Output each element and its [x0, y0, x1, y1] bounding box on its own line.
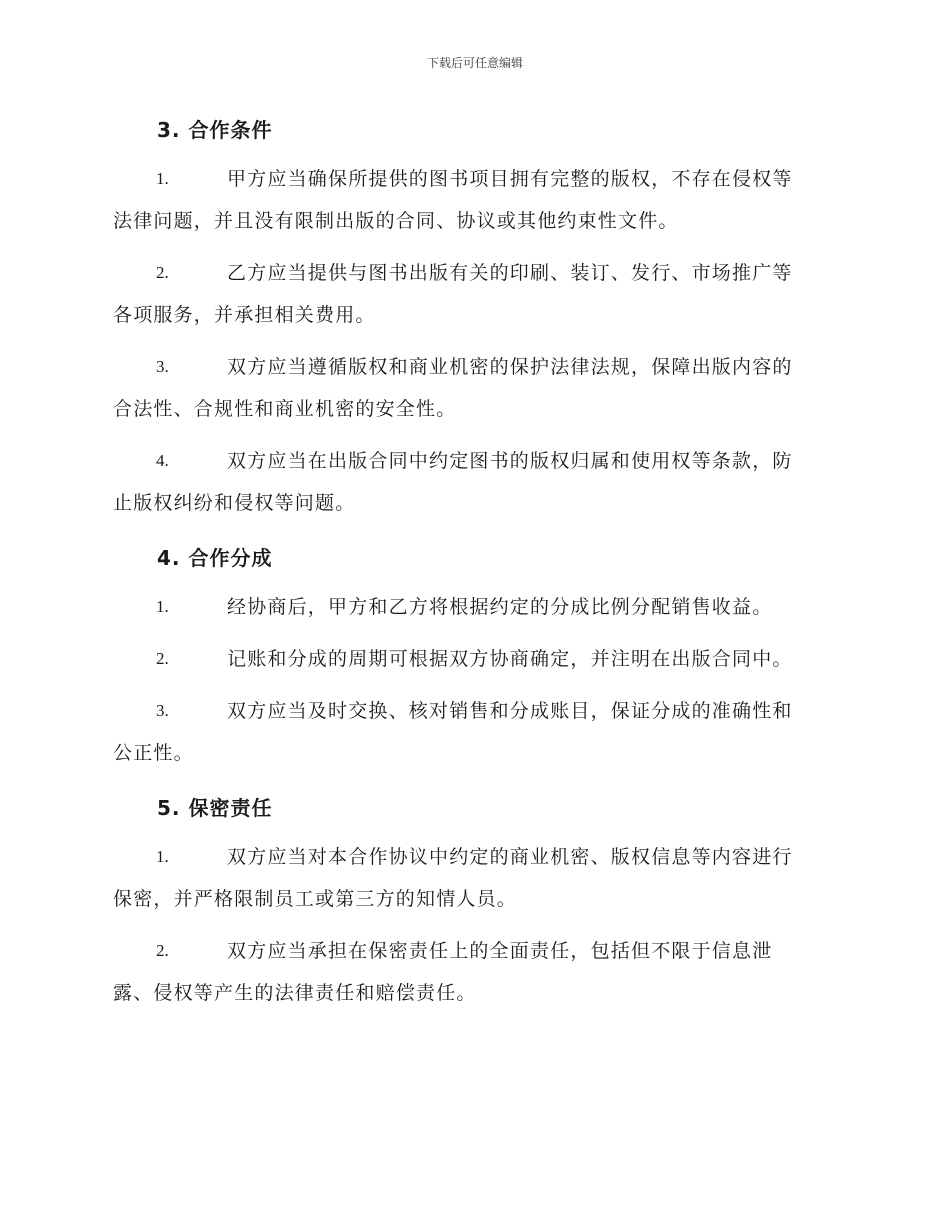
list-item [113, 690, 833, 774]
page-header: 下载后可任意编辑 [426, 56, 523, 70]
list-item [113, 930, 833, 1014]
item-text-line2: 保密，并严格限制员工或第三方的知情人员。 [113, 888, 518, 910]
list-item [113, 638, 833, 680]
item-number: 2. [156, 649, 169, 668]
item-text-line1: 双方应当承担在保密责任上的全面责任，包括但不限于信息泄 [227, 940, 773, 962]
item-text-line1: 甲方应当确保所提供的图书项目拥有完整的版权，不存在侵权等 [227, 168, 793, 190]
list-item [113, 440, 833, 524]
item-number: 2. [156, 941, 169, 960]
item-text-line1: 双方应当遵循版权和商业机密的保护法律法规，保障出版内容的 [227, 356, 793, 378]
item-text-line2: 法律问题，并且没有限制出版的合同、协议或其他约束性文件。 [113, 210, 679, 232]
item-text-line2: 合法性、合规性和商业机密的安全性。 [113, 398, 457, 420]
section-heading-4: 4. 合作分成 [157, 546, 273, 570]
list-item [113, 836, 833, 920]
item-text-line2: 止版权纠纷和侵权等问题。 [113, 492, 356, 514]
section-heading-5: 5. 保密责任 [157, 796, 273, 820]
item-number: 1. [156, 597, 169, 616]
section-heading-3: 3. 合作条件 [157, 118, 273, 142]
item-text-line1: 双方应当及时交换、核对销售和分成账目，保证分成的准确性和 [227, 700, 793, 722]
item-text-line1: 经协商后，甲方和乙方将根据约定的分成比例分配销售收益。 [227, 596, 773, 618]
list-item [113, 252, 833, 336]
item-number: 2. [156, 263, 169, 282]
item-text-line1: 双方应当在出版合同中约定图书的版权归属和使用权等条款，防 [227, 450, 793, 472]
item-number: 1. [156, 847, 169, 866]
item-text-line1: 乙方应当提供与图书出版有关的印刷、装订、发行、市场推广等 [227, 262, 793, 284]
item-number: 1. [156, 169, 169, 188]
item-number: 4. [156, 451, 169, 470]
item-text-line1: 记账和分成的周期可根据双方协商确定，并注明在出版合同中。 [227, 648, 793, 670]
item-text-line1: 双方应当对本合作协议中约定的商业机密、版权信息等内容进行 [227, 846, 793, 868]
list-item [113, 346, 833, 430]
list-item [113, 586, 833, 628]
list-item [113, 158, 833, 242]
item-number: 3. [156, 357, 169, 376]
item-text-line2: 公正性。 [113, 742, 194, 764]
item-text-line2: 露、侵权等产生的法律责任和赔偿责任。 [113, 982, 477, 1004]
item-number: 3. [156, 701, 169, 720]
item-text-line2: 各项服务，并承担相关费用。 [113, 304, 376, 326]
